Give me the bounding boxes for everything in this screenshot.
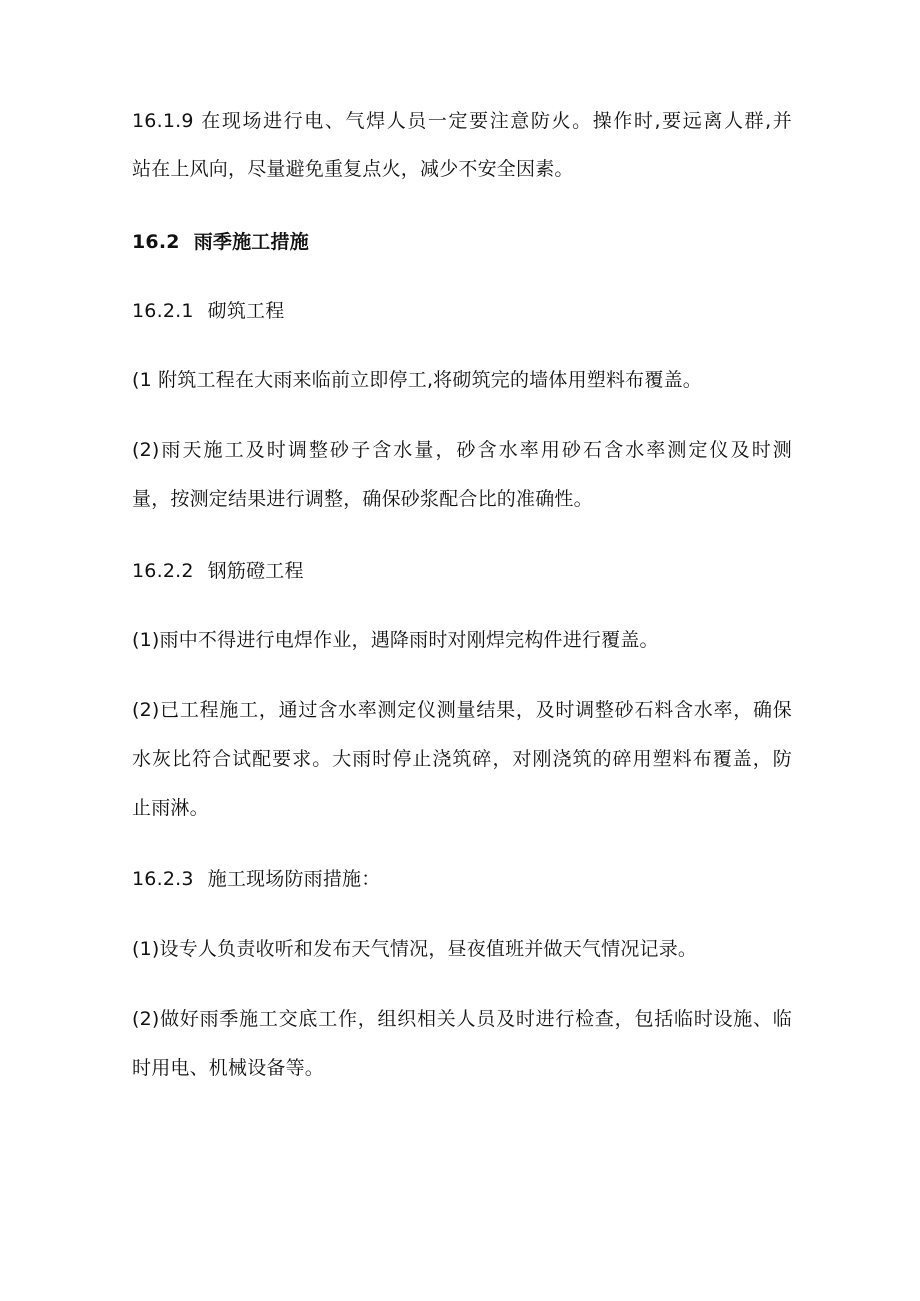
paragraph-rebar-2-line-3: 止雨淋。 — [132, 797, 209, 819]
paragraph-rebar-2-line-2: 水灰比符合试配要求。大雨时停止浇筑碎，对刚浇筑的碎用塑料布覆盖，防 — [132, 748, 792, 770]
section-title: 雨季施工措施 — [193, 231, 309, 253]
paragraph-site-rain-2-line-1: (2)做好雨季施工交底工作，组织相关人员及时进行检查，包括临时设施、临 — [132, 1008, 792, 1030]
paragraph-rebar-1: (1)雨中不得进行电焊作业，遇降雨时对刚焊完构件进行覆盖。 — [132, 629, 659, 651]
subsection-number: 16.2.2 — [132, 560, 194, 582]
subsection-heading-16-2-1 — [132, 298, 792, 324]
paragraph-masonry-1: (1 附筑工程在大雨来临前立即停工,将砌筑完的墙体用塑料布覆盖。 — [132, 369, 702, 391]
paragraph-16-1-9-line-1: 16.1.9 在现场进行电、气焊人员一定要注意防火。操作时,要远离人群,并 — [132, 110, 792, 132]
paragraph-site-rain-1: (1)设专人负责收听和发布天气情况，昼夜值班并做天气情况记录。 — [132, 938, 698, 960]
paragraph-masonry-2-line-1: (2)雨天施工及时调整砂子含水量，砂含水率用砂石含水率测定仪及时测 — [132, 439, 792, 461]
subsection-heading-16-2-3 — [132, 866, 792, 892]
paragraph-rebar-2-line-1: (2)已工程施工，通过含水率测定仪测量结果，及时调整砂石料含水率，确保 — [132, 699, 792, 721]
subsection-title: 施工现场防雨措施： — [207, 868, 381, 890]
paragraph-masonry-2-line-2: 量，按测定结果进行调整，确保砂浆配合比的准确性。 — [132, 488, 593, 510]
subsection-heading-16-2-2 — [132, 558, 792, 584]
subsection-number: 16.2.3 — [132, 868, 194, 890]
section-number: 16.2 — [132, 231, 180, 253]
section-heading-16-2 — [132, 229, 792, 255]
subsection-title: 钢筋磴工程 — [207, 560, 304, 582]
subsection-number: 16.2.1 — [132, 300, 194, 322]
paragraph-site-rain-2-line-2: 时用电、机械设备等。 — [132, 1057, 325, 1079]
subsection-title: 砌筑工程 — [207, 300, 285, 322]
paragraph-16-1-9-line-2: 站在上风向，尽量避免重复点火，减少不安全因素。 — [132, 158, 574, 180]
